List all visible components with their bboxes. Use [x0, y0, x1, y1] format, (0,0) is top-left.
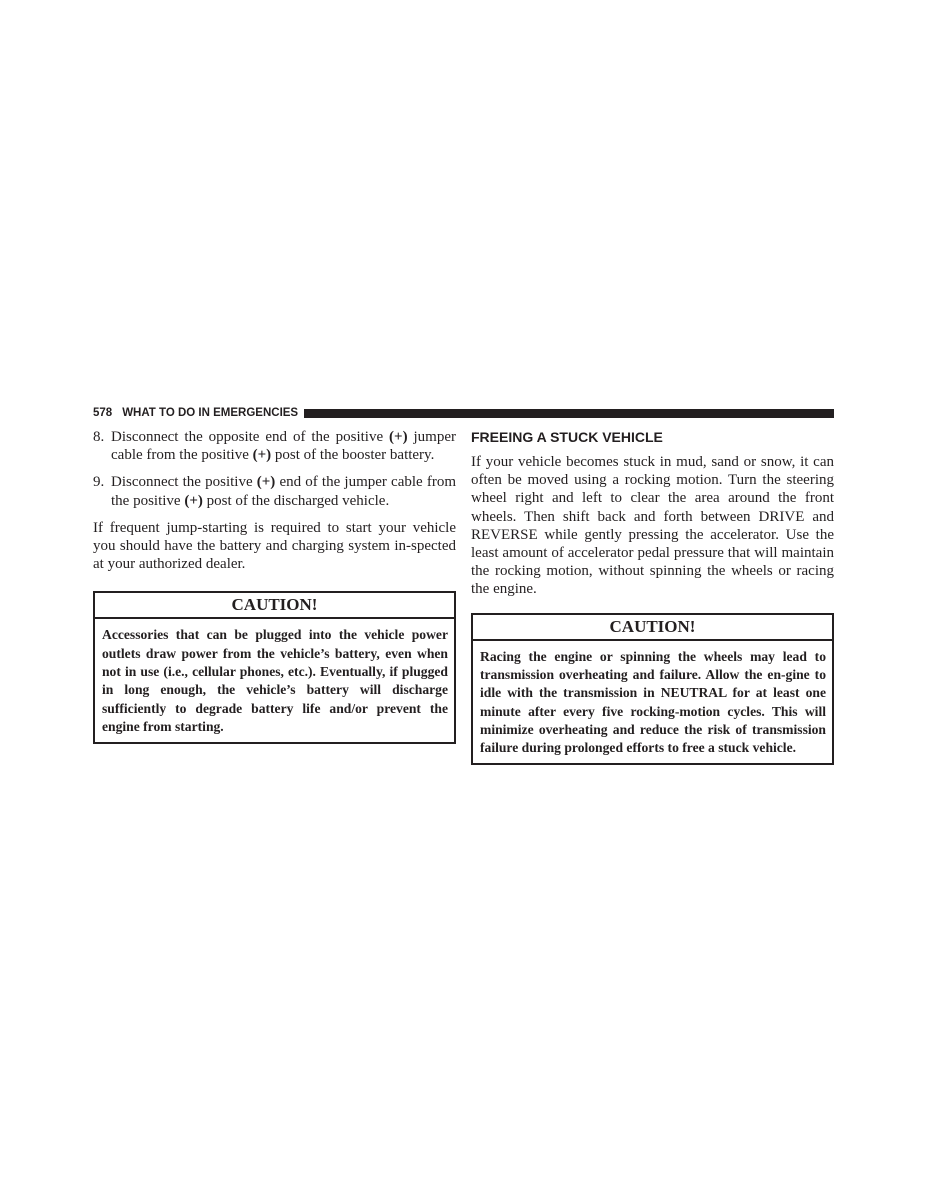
right-column	[471, 428, 834, 765]
caution-body: Accessories that can be plugged into the vehicle power outlets draw power from the vehicle’s battery, even when not in use (i.e., cellular phones, etc.). Eventually, if plugged in long enough, the vehicle’s battery will discharge sufficiently to degrade battery life and/or prevent the engine from starting.	[102, 627, 448, 734]
header-rule	[304, 409, 834, 418]
caution-title: CAUTION!	[473, 615, 832, 641]
caution-box-transmission	[471, 613, 834, 766]
caution-title: CAUTION!	[95, 593, 454, 619]
step-9	[93, 473, 456, 509]
left-column	[93, 428, 456, 744]
step-text: Disconnect the opposite end of the positive (+) jumper cable from the positive (+) post of the booster battery.	[111, 429, 456, 464]
caution-body: Racing the engine or spinning the wheels may lead to transmission overheating and failure. Allow the en-gine to idle with the transmission in NEUTRAL for at least one minute after every five rocking-motion cycles. This will minimize overheating and reduce the risk of transmission failure during prolonged efforts to free a stuck vehicle.	[480, 648, 826, 756]
step-number: 8.	[93, 429, 105, 445]
running-header	[93, 405, 834, 421]
jump-start-paragraph: If frequent jump-starting is required to start your vehicle you should have the battery and charging system in-spected at your authorized dealer.	[93, 519, 456, 573]
page-number: 578	[93, 407, 113, 419]
step-number: 9.	[93, 474, 105, 491]
step-text: Disconnect the positive (+) end of the jumper cable from the positive (+) post of the discharged vehicle.	[111, 474, 456, 509]
step-8	[93, 428, 456, 464]
section-heading: FREEING A STUCK VEHICLE	[471, 429, 663, 445]
section-title: WHAT TO DO IN EMERGENCIES	[122, 407, 299, 419]
caution-box-accessories	[93, 591, 456, 744]
stuck-vehicle-paragraph: If your vehicle becomes stuck in mud, sand or snow, it can often be moved using a rocking motion. Turn the steering wheel right and left to clear the area around the front wheels. Then shift back and forth between DRIVE and REVERSE while gently pressing the accelerator. Use the least amount of accelerator pedal pressure that will maintain the rocking motion, without spinning the wheels or racing the engine.	[471, 454, 834, 598]
